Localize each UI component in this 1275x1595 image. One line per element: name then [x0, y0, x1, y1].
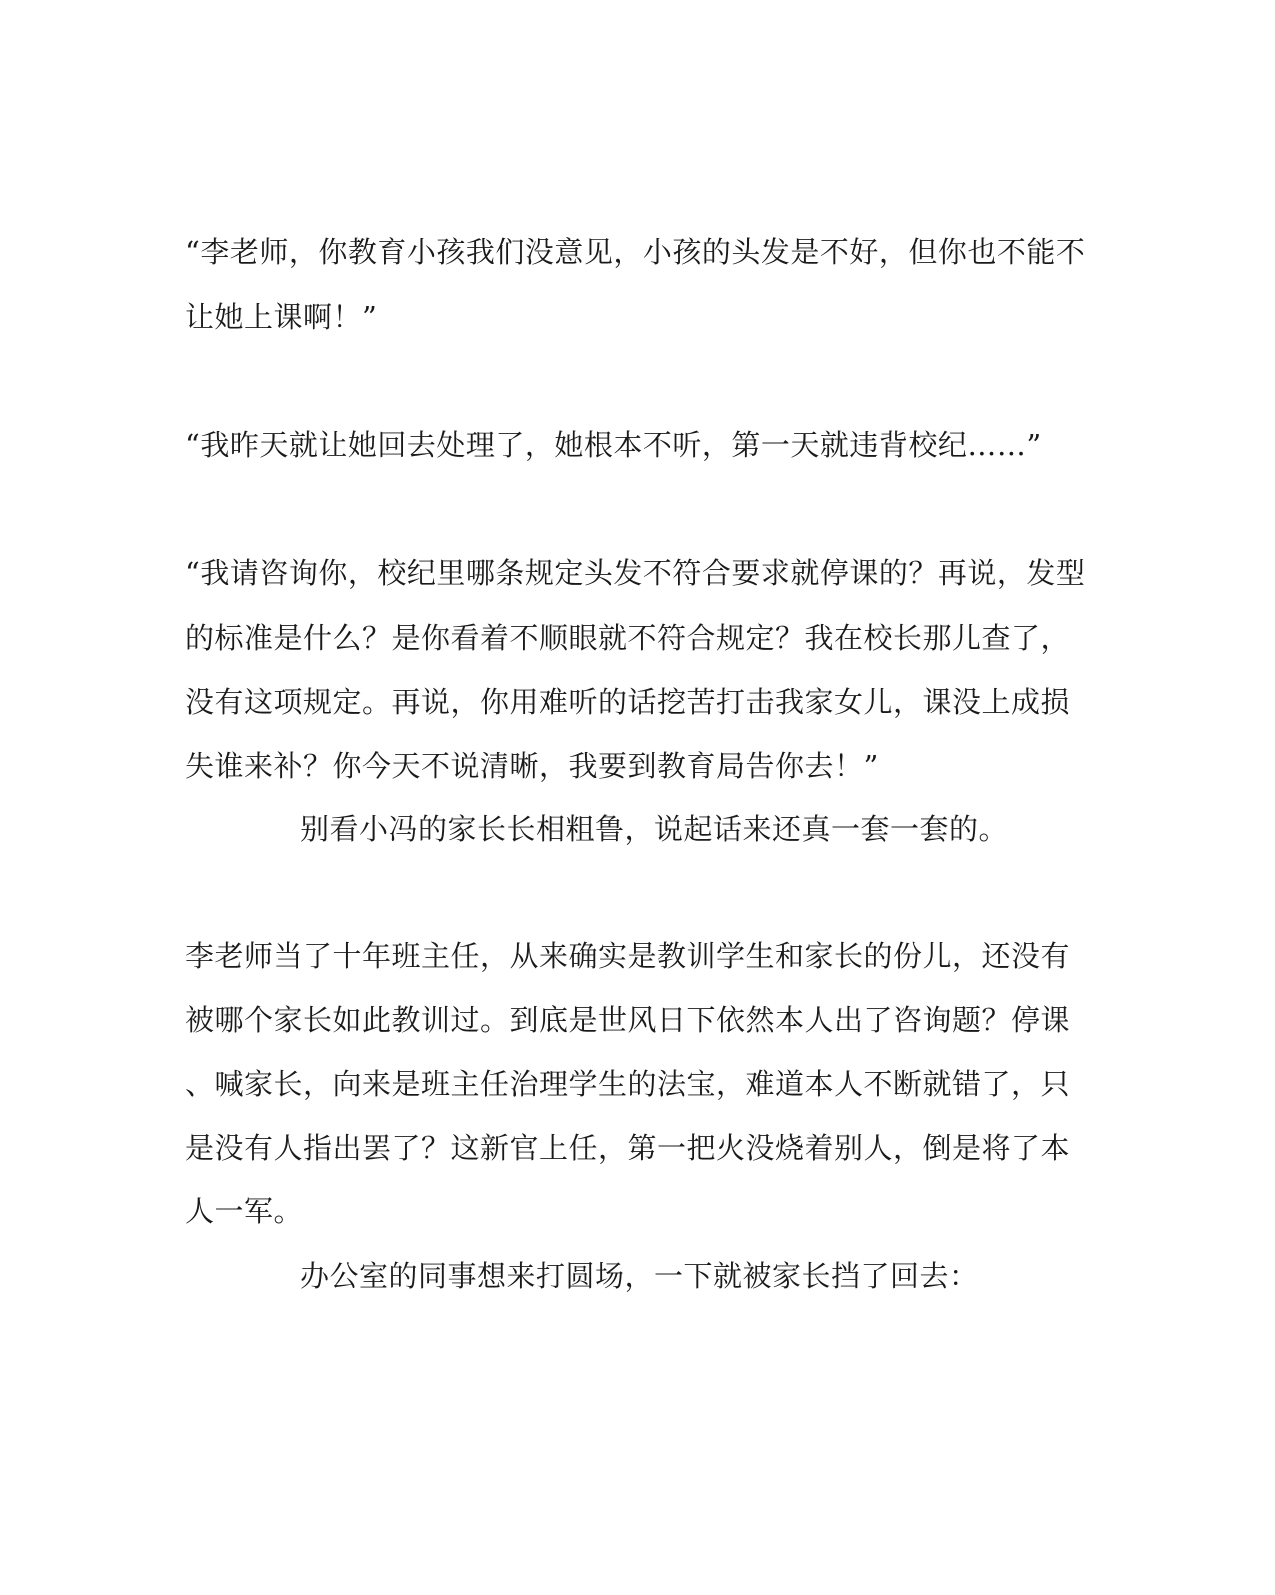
text-line: 是没有人指出罢了？这新官上任，第一把火没烧着别人，倒是将了本	[185, 1131, 1071, 1165]
text-line: 人一军。	[185, 1194, 304, 1228]
text-line: 被哪个家长如此教训过。到底是世风日下依然本人出了咨询题？停课	[185, 1003, 1071, 1037]
text-line: “李老师，你教育小孩我们没意见，小孩的头发是不好，但你也不能不	[185, 235, 1086, 269]
text-line: 的标准是什么？是你看着不顺眼就不符合规定？我在校长那儿查了，	[185, 621, 1071, 655]
text-line: 让她上课啊！”	[185, 300, 378, 334]
text-line: 没有这项规定。再说，你用难听的话挖苦打击我家女儿，课没上成损	[185, 685, 1071, 719]
text-line: 、喊家长，向来是班主任治理学生的法宝，难道本人不断就错了，只	[185, 1067, 1071, 1101]
text-line: 别看小冯的家长长相粗鲁，说起话来还真一套一套的。	[300, 812, 1009, 846]
text-line: 失谁来补？你今天不说清晰，我要到教育局告你去！”	[185, 749, 879, 783]
text-line: 李老师当了十年班主任，从来确实是教训学生和家长的份儿，还没有	[185, 939, 1071, 973]
text-line: “我请咨询你，校纪里哪条规定头发不符合要求就停课的？再说，发型	[185, 556, 1086, 590]
text-line: 办公室的同事想来打圆场，一下就被家长挡了回去：	[300, 1259, 979, 1293]
text-line: “我昨天就让她回去处理了，她根本不听，第一天就违背校纪……”	[185, 428, 1042, 462]
